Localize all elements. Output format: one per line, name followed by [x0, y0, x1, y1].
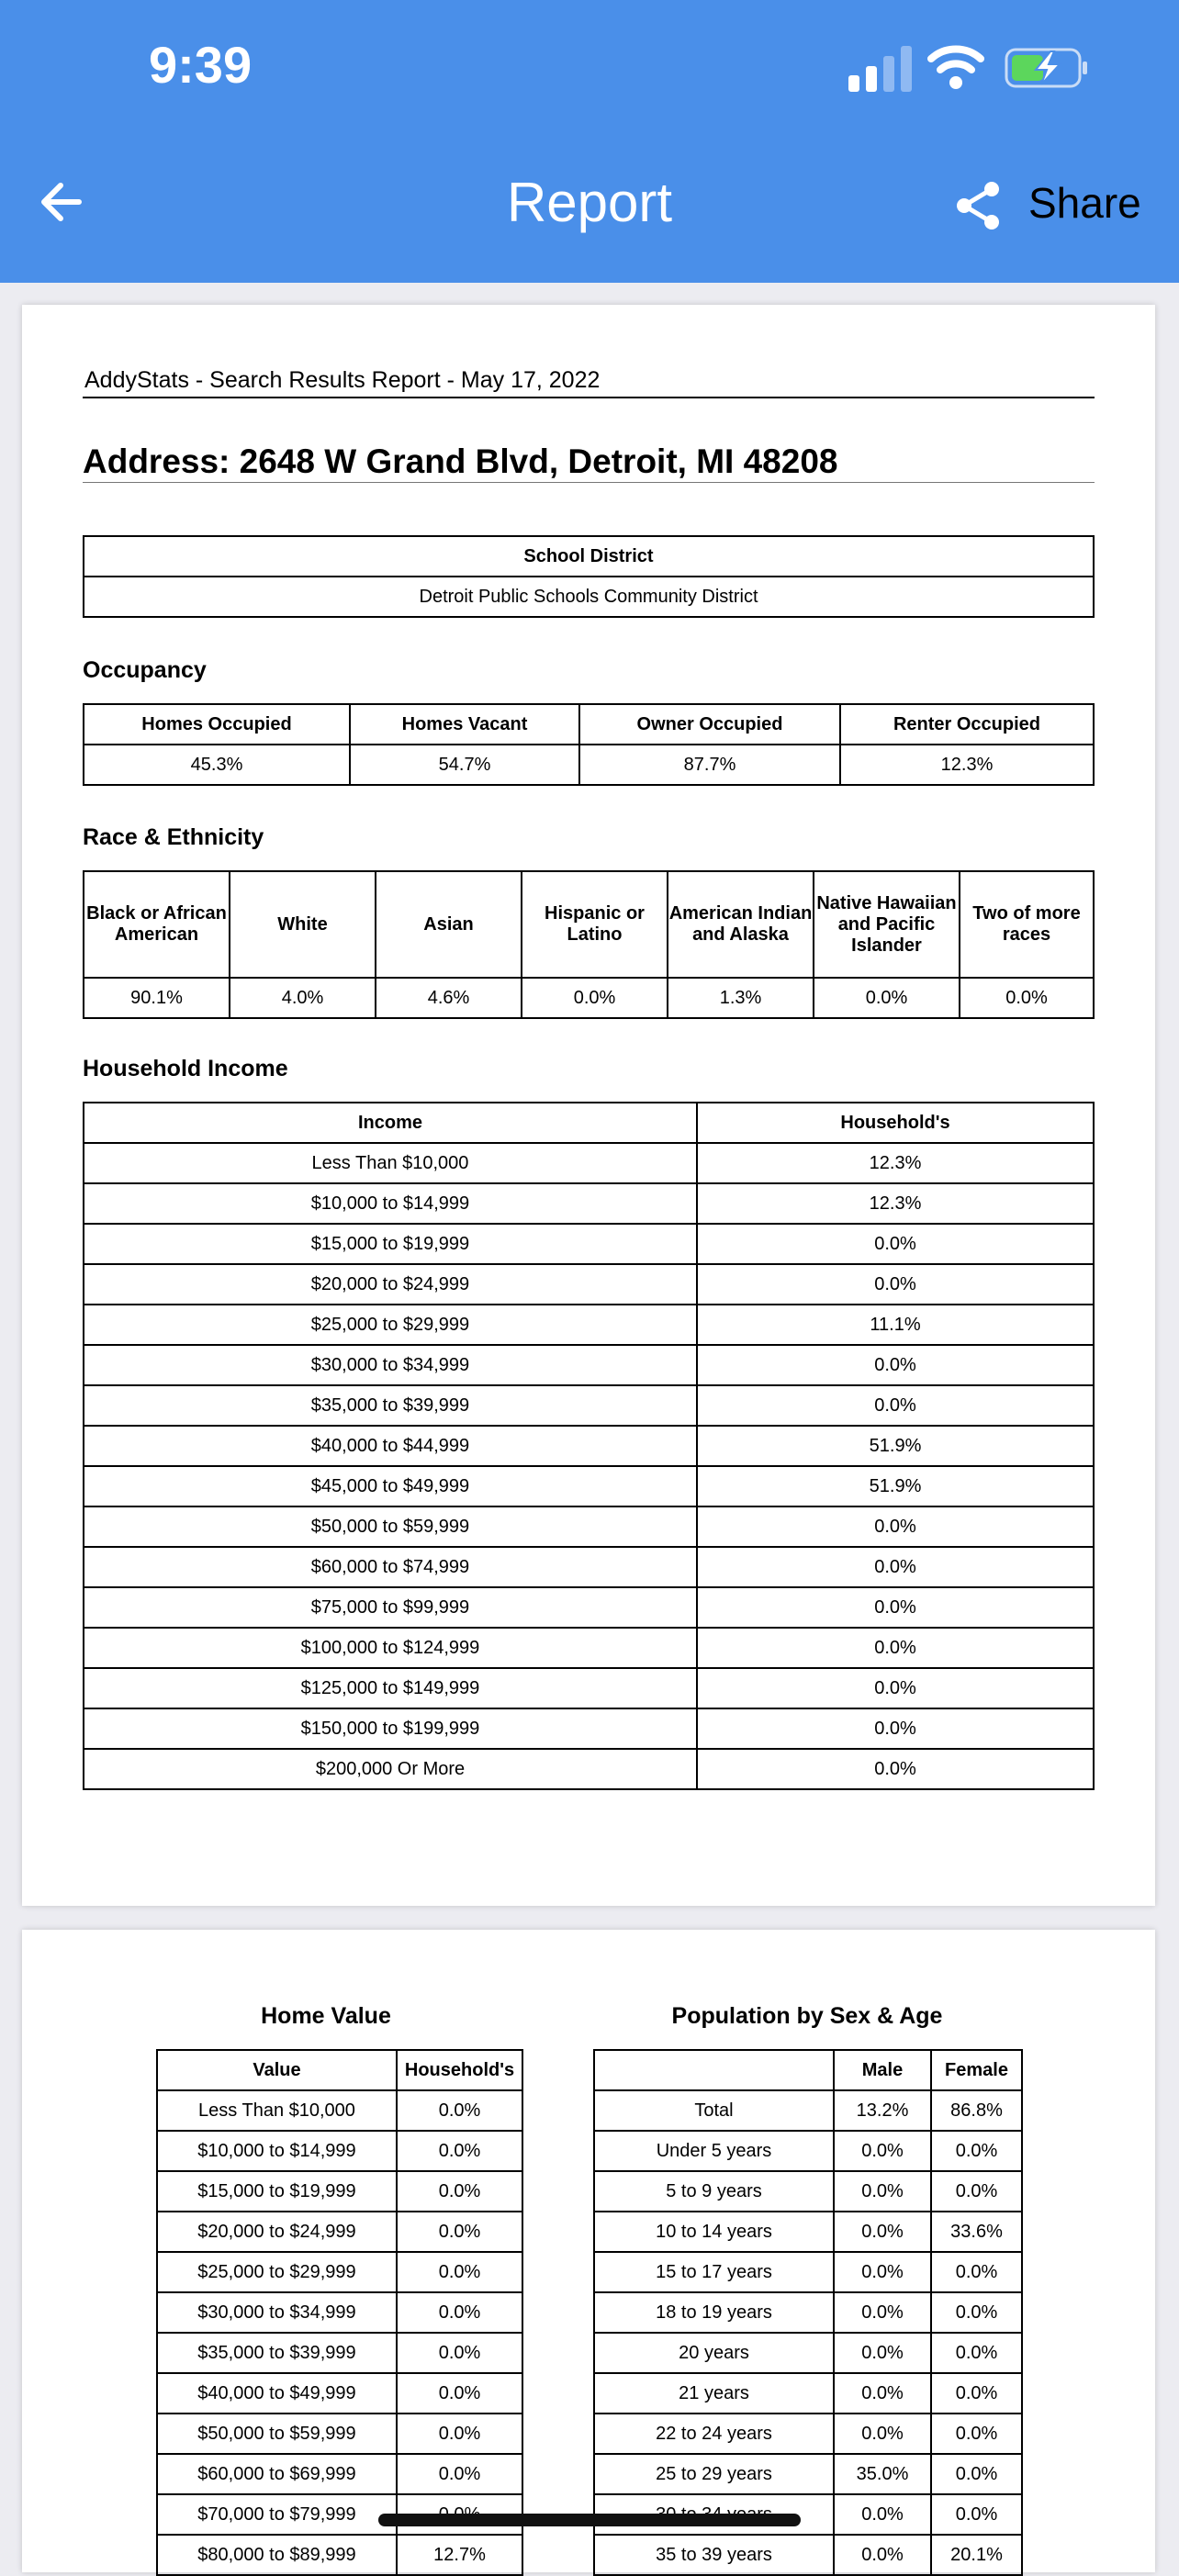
table-cell: 21 years — [594, 2373, 834, 2414]
table-cell: 0.0% — [931, 2373, 1022, 2414]
table-cell: 0.0% — [960, 978, 1094, 1018]
table-header: Renter Occupied — [840, 704, 1094, 745]
table-header: Owner Occupied — [579, 704, 840, 745]
table-row — [157, 2131, 522, 2171]
table-cell: 0.0% — [397, 2171, 522, 2212]
table-row — [84, 1224, 1094, 1264]
table-cell: 5 to 9 years — [594, 2171, 834, 2212]
table-row — [594, 2171, 1022, 2212]
table-cell: $40,000 to $44,999 — [84, 1426, 697, 1466]
table-cell: 0.0% — [834, 2373, 931, 2414]
table-cell: 0.0% — [834, 2131, 931, 2171]
table-cell: 0.0% — [931, 2252, 1022, 2292]
table-cell: $60,000 to $69,999 — [157, 2454, 397, 2494]
table-cell: 0.0% — [834, 2212, 931, 2252]
table-cell: 0.0% — [931, 2454, 1022, 2494]
table-cell: 0.0% — [697, 1224, 1094, 1264]
table-cell: $25,000 to $29,999 — [157, 2252, 397, 2292]
table-cell: 0.0% — [931, 2131, 1022, 2171]
wifi-icon — [927, 42, 984, 90]
table-cell: 0.0% — [397, 2454, 522, 2494]
table-cell: 35.0% — [834, 2454, 931, 2494]
table-cell: 87.7% — [579, 745, 840, 785]
table-cell: 12.3% — [697, 1183, 1094, 1224]
table-cell: 0.0% — [834, 2494, 931, 2535]
table-cell: 0.0% — [397, 2373, 522, 2414]
table-cell: 20 years — [594, 2333, 834, 2373]
table-cell: $70,000 to $79,999 — [157, 2494, 397, 2535]
table-cell: 10 to 14 years — [594, 2212, 834, 2252]
table-row — [594, 2333, 1022, 2373]
status-bar — [0, 0, 1179, 138]
table-header: Asian — [376, 871, 522, 978]
table-cell: 0.0% — [697, 1587, 1094, 1628]
table-cell: 0.0% — [834, 2535, 931, 2575]
report-page-2 — [22, 1930, 1155, 2572]
table-cell: Less Than $10,000 — [84, 1143, 697, 1183]
table-cell: $30,000 to $34,999 — [157, 2292, 397, 2333]
race-table — [83, 870, 1095, 1019]
table-cell: $40,000 to $49,999 — [157, 2373, 397, 2414]
status-time: 9:39 — [149, 36, 253, 94]
table-cell: $10,000 to $14,999 — [84, 1183, 697, 1224]
table-cell: 22 to 24 years — [594, 2414, 834, 2454]
table-row — [594, 2131, 1022, 2171]
table-header — [594, 2050, 834, 2090]
table-row — [157, 2212, 522, 2252]
table-cell: $150,000 to $199,999 — [84, 1708, 697, 1749]
table-header: Black or African American — [84, 871, 230, 978]
table-row — [157, 2292, 522, 2333]
table-cell: 51.9% — [697, 1466, 1094, 1506]
table-cell: 90.1% — [84, 978, 230, 1018]
table-row — [594, 2454, 1022, 2494]
table-row — [84, 1426, 1094, 1466]
table-cell: $60,000 to $74,999 — [84, 1547, 697, 1587]
table-cell: 54.7% — [350, 745, 579, 785]
table-header: Female — [931, 2050, 1022, 2090]
table-row — [84, 1183, 1094, 1224]
report-header: AddyStats - Search Results Report - May 17, 2022 — [84, 367, 601, 393]
share-icon[interactable] — [953, 180, 1003, 231]
table-cell: $30,000 to $34,999 — [84, 1345, 697, 1385]
table-header: Value — [157, 2050, 397, 2090]
table-cell: Less Than $10,000 — [157, 2090, 397, 2131]
home-indicator[interactable] — [378, 2514, 801, 2526]
table-cell: Total — [594, 2090, 834, 2131]
table-cell: 0.0% — [522, 978, 668, 1018]
table-header: White — [230, 871, 376, 978]
table-cell: 12.3% — [840, 745, 1094, 785]
table-cell: $35,000 to $39,999 — [157, 2333, 397, 2373]
divider — [83, 397, 1095, 398]
table-row — [594, 2535, 1022, 2575]
table-cell: 12.3% — [697, 1143, 1094, 1183]
table-cell: Detroit Public Schools Community District — [84, 577, 1094, 617]
table-row — [157, 2090, 522, 2131]
table-cell: 0.0% — [697, 1708, 1094, 1749]
table-cell: 0.0% — [397, 2090, 522, 2131]
table-cell: $25,000 to $29,999 — [84, 1305, 697, 1345]
page-title: Report — [506, 172, 673, 233]
table-row — [157, 2252, 522, 2292]
table-cell: 13.2% — [834, 2090, 931, 2131]
divider — [83, 482, 1095, 483]
table-cell: 0.0% — [834, 2414, 931, 2454]
table-row — [84, 1547, 1094, 1587]
section-title-race: Race & Ethnicity — [83, 824, 264, 850]
table-cell: 0.0% — [697, 1628, 1094, 1668]
table-cell: $100,000 to $124,999 — [84, 1628, 697, 1668]
table-row — [594, 2090, 1022, 2131]
section-title-occupancy: Occupancy — [83, 657, 207, 683]
table-row — [84, 1506, 1094, 1547]
table-cell: 0.0% — [697, 1264, 1094, 1305]
table-cell: 0.0% — [697, 1506, 1094, 1547]
report-page-1 — [22, 305, 1155, 1906]
table-header: School District — [84, 536, 1094, 577]
table-row — [594, 2292, 1022, 2333]
population-table — [593, 2049, 1023, 2576]
table-cell: 0.0% — [397, 2414, 522, 2454]
table-cell: 45.3% — [84, 745, 350, 785]
table-row — [594, 2252, 1022, 2292]
table-cell: 86.8% — [931, 2090, 1022, 2131]
table-cell: 0.0% — [397, 2252, 522, 2292]
section-title-income: Household Income — [83, 1056, 288, 1081]
table-row — [157, 2414, 522, 2454]
table-cell: 0.0% — [397, 2131, 522, 2171]
table-row — [594, 2373, 1022, 2414]
table-cell: 33.6% — [931, 2212, 1022, 2252]
table-cell: $35,000 to $39,999 — [84, 1385, 697, 1426]
table-cell: 18 to 19 years — [594, 2292, 834, 2333]
table-cell: $15,000 to $19,999 — [84, 1224, 697, 1264]
table-row — [84, 1466, 1094, 1506]
table-cell: $200,000 Or More — [84, 1749, 697, 1789]
table-header: Homes Occupied — [84, 704, 350, 745]
table-cell: 4.6% — [376, 978, 522, 1018]
table-cell: $50,000 to $59,999 — [84, 1506, 697, 1547]
table-row — [84, 1385, 1094, 1426]
table-header: Homes Vacant — [350, 704, 579, 745]
table-header: American Indian and Alaska — [668, 871, 814, 978]
table-row — [594, 2212, 1022, 2252]
cellular-signal-icon — [848, 46, 913, 92]
table-header: Two of more races — [960, 871, 1094, 978]
table-cell: 0.0% — [931, 2333, 1022, 2373]
table-cell: 35 to 39 years — [594, 2535, 834, 2575]
table-header: Income — [84, 1103, 697, 1143]
table-row — [84, 1749, 1094, 1789]
table-row — [157, 2454, 522, 2494]
table-cell: 0.0% — [834, 2252, 931, 2292]
table-cell: 0.0% — [697, 1385, 1094, 1426]
table-row — [84, 1668, 1094, 1708]
table-cell: 0.0% — [814, 978, 960, 1018]
table-row — [157, 2535, 522, 2575]
table-cell: $80,000 to $89,999 — [157, 2535, 397, 2575]
table-cell: 0.0% — [697, 1668, 1094, 1708]
table-header: Household's — [397, 2050, 522, 2090]
section-title-home-value: Home Value — [261, 2003, 391, 2029]
table-cell: 0.0% — [697, 1749, 1094, 1789]
table-row — [84, 1143, 1094, 1183]
table-cell: $15,000 to $19,999 — [157, 2171, 397, 2212]
table-header: Hispanic or Latino — [522, 871, 668, 978]
table-row — [157, 2333, 522, 2373]
table-row — [84, 1345, 1094, 1385]
occupancy-table — [83, 703, 1095, 786]
table-cell: 11.1% — [697, 1305, 1094, 1345]
table-header: Native Hawaiian and Pacific Islander — [814, 871, 960, 978]
income-table — [83, 1102, 1095, 1790]
table-row — [84, 1708, 1094, 1749]
table-cell: Under 5 years — [594, 2131, 834, 2171]
table-cell: 0.0% — [931, 2292, 1022, 2333]
table-cell: 0.0% — [931, 2414, 1022, 2454]
table-row — [157, 2373, 522, 2414]
table-cell: 20.1% — [931, 2535, 1022, 2575]
table-cell: 0.0% — [397, 2292, 522, 2333]
table-cell: 0.0% — [697, 1345, 1094, 1385]
table-cell: 15 to 17 years — [594, 2252, 834, 2292]
address-heading: Address: 2648 W Grand Blvd, Detroit, MI 48208 — [83, 442, 838, 480]
table-cell: 0.0% — [697, 1547, 1094, 1587]
share-button[interactable]: Share — [1028, 179, 1141, 227]
school-district-table — [83, 535, 1095, 618]
table-row — [84, 1305, 1094, 1345]
table-cell: $20,000 to $24,999 — [157, 2212, 397, 2252]
table-cell: $50,000 to $59,999 — [157, 2414, 397, 2454]
table-cell: 0.0% — [397, 2333, 522, 2373]
table-header: Male — [834, 2050, 931, 2090]
table-row — [84, 1264, 1094, 1305]
table-row — [84, 1628, 1094, 1668]
table-cell: $10,000 to $14,999 — [157, 2131, 397, 2171]
table-cell: $45,000 to $49,999 — [84, 1466, 697, 1506]
table-cell: 25 to 29 years — [594, 2454, 834, 2494]
table-cell: $125,000 to $149,999 — [84, 1668, 697, 1708]
battery-charging-icon — [1005, 48, 1089, 88]
table-cell: 0.0% — [834, 2171, 931, 2212]
table-cell: 1.3% — [668, 978, 814, 1018]
table-cell: 4.0% — [230, 978, 376, 1018]
section-title-population: Population by Sex & Age — [671, 2003, 943, 2029]
table-cell: 0.0% — [834, 2292, 931, 2333]
table-cell: 12.7% — [397, 2535, 522, 2575]
home-value-table — [156, 2049, 523, 2576]
table-cell: 0.0% — [931, 2171, 1022, 2212]
table-cell: 51.9% — [697, 1426, 1094, 1466]
table-header: Household's — [697, 1103, 1094, 1143]
table-cell: 0.0% — [931, 2494, 1022, 2535]
table-row — [84, 1587, 1094, 1628]
table-cell: 0.0% — [397, 2212, 522, 2252]
table-row — [157, 2171, 522, 2212]
table-row — [594, 2414, 1022, 2454]
table-cell: 0.0% — [834, 2333, 931, 2373]
table-cell: $75,000 to $99,999 — [84, 1587, 697, 1628]
table-cell: $20,000 to $24,999 — [84, 1264, 697, 1305]
